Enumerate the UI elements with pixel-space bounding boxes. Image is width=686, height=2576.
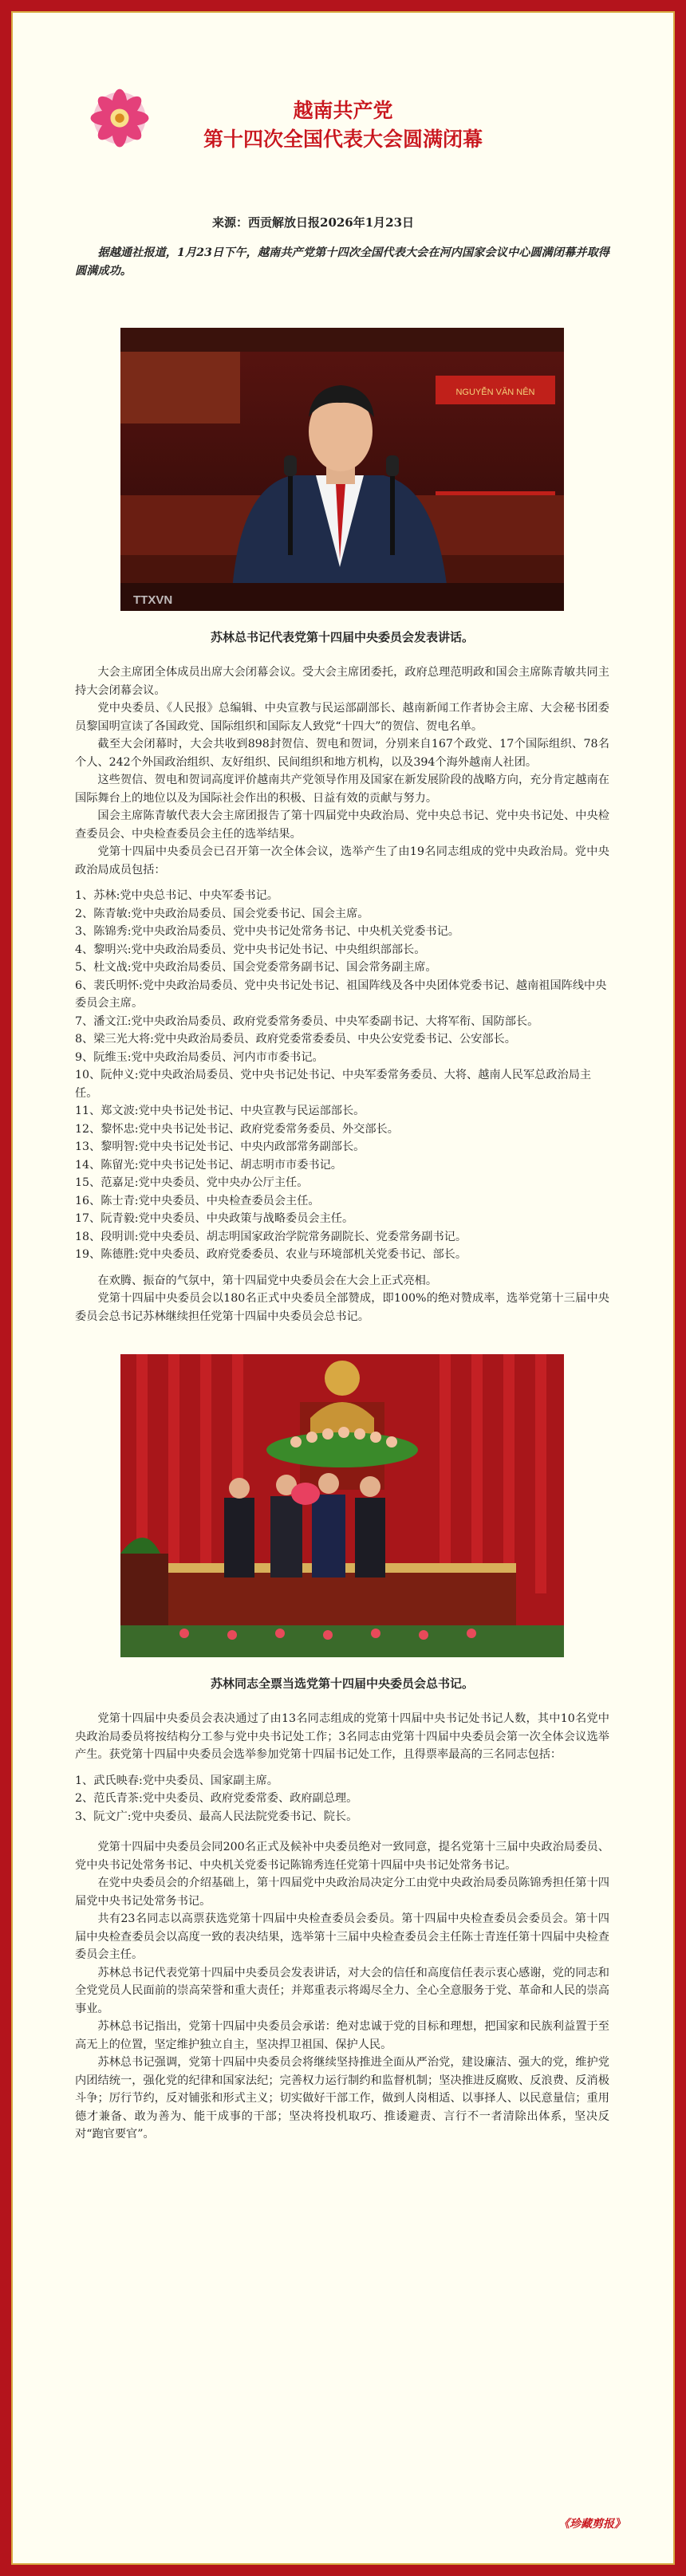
paragraph: 党中央委员、《人民报》总编辑、中央宣教与民运部副部长、越南新闻工作者协会主席、大会秘书团委员黎国明宣读了各国政党、国际组织和国际友人致党“十四大”的贺信、贺电名单。 [75,702,609,733]
title-line-2: 第十四次全国代表大会圆满闭幕 [203,128,483,151]
source-line: 来源：西贡解放日报2026年1月23日 [212,215,415,230]
paragraph: 党第十四届中央委员会已召开第一次全体会议，选举产生了由19名同志组成的党中央政治局。党中央政治局成员包括： [75,845,609,876]
title-line-1: 越南共产党 [293,99,393,122]
paragraph: 国会主席陈青敏代表大会主席团报告了第十四届党中央政治局、党中央总书记、党中央书记处、中央检查委员会、中央检查委员会主任的选举结果。 [75,809,609,841]
page-title [13,97,673,154]
list-item: 3、陈锦秀:党中央政治局委员、党中央书记处常务书记、中央机关党委书记。 [75,925,459,938]
list-item: 14、陈留光:党中央书记处书记、胡志明市市委书记。 [75,1158,342,1172]
list-item: 2、范氏青茶:党中央委员、政府党委常委、政府副总理。 [75,1792,358,1805]
list-item: 11、郑文波:党中央书记处书记、中央宣教与民运部部长。 [75,1105,365,1117]
photo-speech [120,328,564,617]
signature: 《珍藏剪报》 [558,2518,625,2531]
article-body [75,244,609,2144]
list-item: 10、阮仲义:党中央政治局委员、党中央书记处书记、中央军委常务委员、大将、越南人民军总政治局主任。 [75,1069,592,1100]
list-item: 1、苏林:党中央总书记、中央军委书记。 [75,889,278,902]
secretariat-list [75,1772,609,1826]
list-item: 9、阮维玉:党中央政治局委员、河内市市委书记。 [75,1050,324,1064]
list-item: 2、陈青敏:党中央政治局委员、国会党委书记、国会主席。 [75,907,369,920]
paragraphs-d [75,1838,609,2144]
watermark-text: TTXVN [133,593,173,607]
list-item: 13、黎明智:党中央书记处书记、中央内政部常务副部长。 [75,1140,365,1153]
paragraphs-c [75,1710,609,1764]
list-item: 7、潘文江:党中央政治局委员、政府党委常务委员、中央军委副书记、大将军衔、国防部长。 [75,1014,539,1028]
paragraphs-b [75,1272,609,1326]
speech-photo-image [120,328,564,611]
list-item: 15、范嘉足:党中央委员、党中央办公厅主任。 [75,1176,309,1189]
paragraph: 苏林总书记指出，党第十四届中央委员会承诺：绝对忠诚于党的目标和理想，把国家和民族利益置于至高无上的位置，坚定维护独立自主，坚决捍卫祖国、保护人民。 [75,2020,609,2051]
list-item: 5、杜文战:党中央政治局委员、国会党委常务副书记、国会常务副主席。 [75,961,437,974]
photo2-caption: 苏林同志全票当选党第十四届中央委员会总书记。 [210,1676,474,1691]
paragraph: 在欢腾、振奋的气氛中，第十四届党中央委员会在大会上正式亮相。 [97,1274,438,1287]
paragraph: 共有23名同志以高票获选党第十四届中央检查委员会委员。第十四届中央检查委员会委员会。第十四届中央检查委员会以高度一致的表决结果，选举第十三届中央检查委员会主任陈士青连任第十四届中央检查委员会主任。 [75,1912,609,1961]
paragraph: 这些贺信、贺电和贺词高度评价越南共产党领导作用及国家在新发展阶段的战略方向，充分肯定越南在国际舞台上的地位以及为国际社会作出的积极、日益有效的贡献与努力。 [75,774,609,805]
clipping-paper [11,11,675,2565]
paragraph: 党第十四届中央委员会以180名正式中央委员全部赞成，即100%的绝对赞成率，选举党第十三届中央委员会总书记苏林继续担任党第十四届中央委员会总书记。 [75,1292,609,1323]
paragraph: 截至大会闭幕时，大会共收到898封贺信、贺电和贺词，分别来自167个政党、17个国际组织、78名个人、242个外国政治组织、友好组织、民间组织和地方机构，以及394个海外越南人社团。 [75,738,609,769]
list-item: 8、梁三光大将:党中央政治局委员、政府党委常委委员、中央公安党委书记、公安部长。 [75,1033,516,1046]
photo1-caption: 苏林总书记代表党第十四届中央委员会发表讲话。 [210,629,474,644]
election-photo-image [120,1354,564,1657]
list-item: 12、黎怀忠:党中央书记处书记、政府党委常务委员、外交部长。 [75,1122,399,1136]
list-item: 1、武氏映春:党中央委员、国家副主席。 [75,1774,278,1787]
list-item: 17、阮青毅:党中央委员、中央政策与战略委员会主任。 [75,1212,354,1225]
list-item: 4、黎明兴:党中央政治局委员、党中央书记处书记、中央组织部部长。 [75,943,426,956]
paragraph: 党第十四届中央委员会同200名正式及候补中央委员绝对一致同意，提名党第十三届中央政治局委员、党中央书记处常务书记、中央机关党委书记陈锦秀连任党第十四届中央书记处常务书记。 [75,1841,609,1872]
politburo-list [75,887,609,1264]
lead-paragraph: 据越通社报道，1月23日下午，越南共产党第十四次全国代表大会在河内国家会议中心圆满闭幕并取得圆满成功。 [75,246,609,278]
paragraph: 苏林总书记代表党第十四届中央委员会发表讲话，对大会的信任和高度信任表示衷心感谢，党的同志和全党党员人民面前的崇高荣誉和重大责任；并郑重表示将竭尽全力、全心全意服务于党、革命和人民的崇高事业。 [75,1966,609,2015]
paragraphs-a [75,664,609,879]
list-item: 18、段明训:党中央委员、胡志明国家政治学院常务副院长、党委常务副书记。 [75,1230,467,1243]
paragraph: 大会主席团全体成员出席大会闭幕会议。受大会主席团委托，政府总理范明政和国会主席陈青敏共同主持大会闭幕会议。 [75,666,609,697]
list-item: 3、阮文广:党中央委员、最高人民法院党委书记、院长。 [75,1810,358,1823]
list-item: 19、陈德胜:党中央委员、政府党委委员、农业与环境部机关党委书记、部长。 [75,1248,467,1261]
paragraph: 党第十四届中央委员会表决通过了由13名同志组成的党第十四届中央书记处书记人数，其中10名党中央政治局委员将按结构分工参与党中央书记处工作；3名同志由党第十四届中央委员会第一次全体会议选举产生。获党第十四届中央委员会选举参加党第十四届书记处工作，且得票率最高的三名同志包括： [75,1712,609,1761]
list-item: 16、陈士青:党中央委员、中央检查委员会主任。 [75,1194,320,1207]
list-item: 6、裴氏明怀:党中央政治局委员、党中央书记处书记、祖国阵线及各中央团体党委书记、越南祖国阵线中央委员会主席。 [75,979,607,1010]
paragraph: 苏林总书记强调，党第十四届中央委员会将继续坚持推进全面从严治党，建设廉洁、强大的党，维护党内团结统一，强化党的纪律和国家法纪；完善权力运行制约和监督机制；坚决推进反腐败、反浪费、反消极斗争；厉行节约，反对铺张和形式主义；切实做好干部工作，做到人岗相适、以事择人、以民意量信；重用德才兼备、敢为善为、能干成事的干部；坚决将投机取巧、推诿避责、言行不一者清除出体系，坚决反对“跑官要官”。 [75,2056,609,2141]
screen-text: NGUYỄN VĂN NÊN [455,388,535,397]
photo-election [120,1354,564,1664]
paragraph: 在党中央委员会的介绍基础上，第十四届党中央政治局决定分工由党中央政治局委员陈锦秀担任第十四届党中央书记处常务书记。 [75,1877,609,1908]
